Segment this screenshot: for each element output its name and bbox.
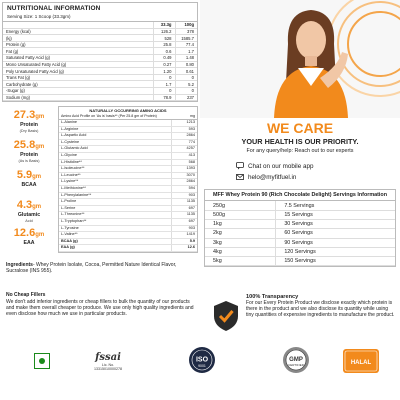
nutrient-name: -Sugar (g) [3,88,153,95]
amino-row [59,152,197,159]
amino-value: 593 [171,126,197,133]
amino-value: 5.9 [171,238,197,245]
nutrition-row [3,48,197,55]
amino-name: L-Arginine [59,126,171,133]
pack-size: 3kg [205,238,276,247]
amino-name: L-Serine [59,205,171,212]
servings-grid [205,201,395,266]
nutrient-value-100g: 0 [175,74,197,81]
stat-sublabel: Acid [25,218,33,223]
app-contact[interactable] [236,162,386,170]
halal-logo-icon [342,348,380,374]
we-care-subtitle: YOUR HEALTH IS OUR PRIORITY. [241,137,359,146]
pack-size: 500g [205,210,276,219]
nutrition-row [3,74,197,81]
nutrient-value-100g: 1.7 [175,48,197,55]
we-care-title: WE CARE [266,120,334,136]
nutrient-value-serving: 0.49 [153,55,175,62]
left-logos [0,340,200,400]
pack-size: 4kg [205,247,276,256]
nutrition-title: NUTRITIONAL INFORMATION [7,5,101,12]
stat-number: 12.6 [13,227,36,239]
fssai-logo [90,352,126,371]
amino-value: 4257 [171,146,197,153]
amino-row [59,199,197,206]
stat-number: 5.9 [16,169,33,181]
servings-title: MFF Whey Protein 90 (Rich Chocolate Delight) Servings Information [205,190,395,201]
amino-value: 1419 [171,232,197,239]
amino-row [59,232,197,239]
amino-name: L-Proline [59,199,171,206]
amino-name: L-Glutamic Acid [59,146,171,153]
nutrient-value-serving: 0.6 [153,48,175,55]
nutrient-value-100g: 1.48 [175,55,197,62]
amino-value: 413 [171,152,197,159]
stat-number: 25.8 [13,139,36,151]
amino-grid [59,120,197,252]
nutrient-value-serving: 0.27 [153,61,175,68]
amino-subtitle-text: Amino Acid Profile on 'As is' basis** (Per 25.8 gm of Protein) [61,114,157,118]
halal-text: HALAL [350,360,372,366]
amino-row [59,238,197,245]
servings-table [204,189,396,267]
amino-block [2,104,198,256]
amino-row [59,192,197,199]
stat-label: BCAA [21,182,37,188]
serving-row [205,220,395,229]
amino-name: L-Aspartic Acid [59,133,171,140]
nutrient-value-serving: 0 [153,88,175,95]
serving-row [205,238,395,247]
ingredients [6,262,194,274]
support-banner [200,0,400,118]
serving-row [205,201,395,210]
nutrient-value-100g: 5.2 [175,81,197,88]
amino-name: L-Alanine [59,120,171,126]
transparency-text: For our Every Protein Product we disclose exactly which protein is there in the product and we also disclose its quantity while using tiny quantities of expensive ingredients to manufacture the product. [246,300,395,318]
nutrient-name: Saturated Fatty Acid (g) [3,55,153,62]
stat-unit: gm [32,204,42,210]
amino-value: 1135 [171,212,197,219]
nutrient-name: Fat (g) [3,48,153,55]
serving-row [205,210,395,219]
nutrition-row [3,81,197,88]
nutrient-value-100g: 0.61 [175,68,197,75]
ingredients-text: - Whey Protein Isolate, Cocoa, Permitted Nature Identical Flavor, Sucralose (INS 955). [6,262,177,275]
amino-name: L-Lysine** [59,179,171,186]
amino-name: L-Cysteine [59,139,171,146]
iso-logo-icon [188,346,216,374]
serving-size: Serving Size: 1 Scoop (33.3gm) [3,14,197,22]
nutrition-row [3,61,197,68]
amino-name: BCAA (g) [59,238,171,245]
serving-row [205,247,395,256]
amino-value: 697 [171,218,197,225]
nutrient-name: Sodium (mg) [3,94,153,101]
amino-row [59,146,197,153]
pack-size: 1kg [205,220,276,229]
stat-label: EAA [23,240,35,246]
gmp-logo-icon [282,346,310,374]
amino-row [59,212,197,219]
amino-name: L-Glycine [59,152,171,159]
serving-count: 60 Servings [276,229,395,238]
nutrient-value-serving: 0 [153,74,175,81]
serving-row [205,256,395,265]
transparency-heading: 100% Transparency [246,294,299,300]
nutrient-name: Carbohydrate (g) [3,81,153,88]
chat-icon [236,162,244,170]
nutrient-value-100g: 0 [175,88,197,95]
nutrient-name: Mono Unsaturated Fatty Acid (g) [3,61,153,68]
amino-name: L-Phenylalanine** [59,192,171,199]
stat-highlight [4,110,54,133]
amino-row [59,166,197,173]
stat-sublabel: (As is Basis) [18,158,40,163]
right-logos [195,340,400,400]
amino-value: 568 [171,159,197,166]
stat-highlight [4,228,54,247]
serving-count: 150 Servings [276,256,395,265]
stat-unit: gm [35,114,45,120]
email-contact[interactable] [236,173,386,181]
stat-number: 4.3 [16,199,33,211]
stat-sublabel: (Dry Basis) [19,128,39,133]
amino-value: 1213 [171,120,197,126]
nutrient-value-100g: 1585.7 [175,35,197,42]
amino-row [59,225,197,232]
stat-unit: gm [35,144,45,150]
stat-label: Protein [20,122,38,128]
nutrition-row [3,35,197,42]
amino-name: L-Leucine** [59,172,171,179]
support-person-icon [268,4,354,118]
amino-value: 2864 [171,133,197,140]
amino-name: L-Valine** [59,232,171,239]
pack-size: 2kg [205,229,276,238]
amino-name: L-Tryptophan** [59,218,171,225]
nutrient-value-100g: 0.80 [175,61,197,68]
app-contact-label: Chat on our mobile app [248,162,314,170]
amino-value: 697 [171,205,197,212]
amino-value: 903 [171,192,197,199]
amino-row [59,133,197,140]
pack-size: 5kg [205,256,276,265]
fssai-license: Lic. No. 13315010000278 [94,363,122,371]
nutrient-name: (kj) [3,35,153,42]
veg-mark-icon [34,353,50,369]
serving-row [205,229,395,238]
nutrition-row [3,41,197,48]
amino-name: L-Methionine** [59,185,171,192]
nutrient-name: Protein (g) [3,41,153,48]
nutrition-grid [3,22,197,101]
pack-size: 250g [205,201,276,210]
stat-label: Protein [20,152,38,158]
nutrition-row [3,68,197,75]
nutrient-value-serving: 1.7 [153,81,175,88]
nutrient-value-serving: 1.20 [153,68,175,75]
fssai-text: fssai [95,352,121,363]
amino-row [59,172,197,179]
nutrient-value-100g: 77.4 [175,41,197,48]
amino-row [59,139,197,146]
amino-table [58,106,198,253]
serving-count: 15 Servings [276,210,395,219]
stat-unit: gm [35,232,45,238]
amino-value: 903 [171,225,197,232]
nutrient-value-serving: 528 [153,35,175,42]
amino-value: 774 [171,139,197,146]
amino-value: 12.6 [171,245,197,252]
serving-count: 90 Servings [276,238,395,247]
no-fillers [6,292,194,317]
mail-icon [236,173,244,181]
serving-count: 30 Servings [276,220,395,229]
ingredients-label: Ingredients [6,262,33,268]
email-contact-label: helo@myfitfuel.in [248,173,297,181]
stat-highlight [4,170,54,189]
amino-row [59,185,197,192]
amino-value: 1393 [171,166,197,173]
amino-name: L-Threonine** [59,212,171,219]
col-100g: 100g [175,22,197,28]
nutrition-row [3,88,197,95]
amino-value: 1135 [171,199,197,206]
nutrient-name: Energy (kcal) [3,28,153,35]
stat-unit: gm [32,174,42,180]
nutrition-table [2,2,198,102]
amino-value: 3070 [171,172,197,179]
gmp-sub: CERTIFIED [288,363,304,367]
col-33g: 33.3g [153,22,175,28]
amino-row [59,218,197,225]
stat-highlight [4,140,54,163]
nutrient-name: Poly Unsaturated Fatty Acid (g) [3,68,153,75]
serving-count: 120 Servings [276,247,395,256]
nutrient-name: Trans Fat (g) [3,74,153,81]
amino-name: L-Tyrosine [59,225,171,232]
fillers-heading: No Cheap Fillers [6,292,46,298]
nutrition-row [3,28,197,35]
shield-check-icon [212,300,240,332]
transparency [246,294,396,318]
amino-name: L-Isoleucine** [59,166,171,173]
amino-row [59,245,197,252]
amino-value: 2864 [171,179,197,186]
right-panel [195,0,400,400]
iso-number: 9001 [198,364,206,368]
nutrient-value-serving: 25.8 [153,41,175,48]
nutrient-value-100g: 237 [175,94,197,101]
help-text: For any query/help: Reach out to our experts [246,148,354,154]
amino-name: L-Histidine** [59,159,171,166]
stat-number: 27.3 [13,109,36,121]
nutrient-value-serving: 78.9 [153,94,175,101]
amino-unit: mg [190,114,195,118]
amino-row [59,179,197,186]
amino-row [59,159,197,166]
iso-text: ISO [195,356,209,364]
amino-title: NATURALLY OCCURRING AMINO ACIDS [89,108,167,113]
nutrition-row [3,94,197,101]
nutrient-value-100g: 378 [175,28,197,35]
nutrition-row [3,55,197,62]
stat-label: Glutamic [17,212,41,218]
nutrient-value-serving: 126.2 [153,28,175,35]
fillers-text: We don't add inferior ingredients or cheap fillers to bulk the quantity of our products and make them overall cheaper to produce. We use only high quality ingredients and even disclose how much we use in particular products. [6,299,194,317]
amino-row [59,205,197,212]
amino-name: EAA (g) [59,245,171,252]
amino-row [59,126,197,133]
stat-highlight [4,200,54,223]
gmp-text: GMP [289,357,303,363]
amino-value: 594 [171,185,197,192]
serving-count: 7.5 Servings [276,201,395,210]
